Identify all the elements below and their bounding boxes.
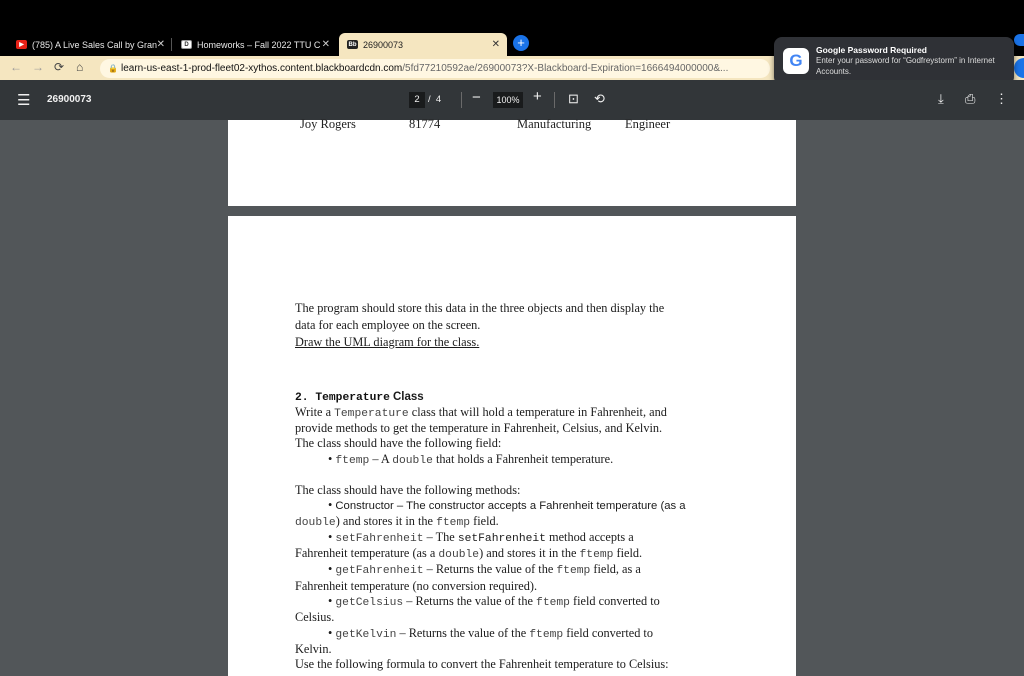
address-bar[interactable]	[100, 59, 770, 78]
home-icon[interactable]: ⌂	[76, 60, 84, 74]
method-item-cont: Celsius.	[295, 610, 335, 624]
tab-26900073[interactable]	[339, 33, 507, 56]
close-tab-icon[interactable]: ✕	[491, 39, 500, 50]
back-icon[interactable]: ←	[10, 60, 22, 74]
notification-body: Enter your password for “Godfreystorm” in Internet Accounts.	[816, 56, 995, 76]
pdf-page-1	[228, 120, 796, 206]
zoom-out-button[interactable]: −	[472, 89, 481, 106]
menu-icon[interactable]: ☰	[17, 92, 31, 109]
method-item-cont: Kelvin.	[295, 642, 332, 656]
lock-icon: 🔒	[108, 64, 118, 73]
method-item: • getKelvin – Returns the value of the ftemp field converted to	[328, 626, 653, 641]
paragraph-line: data for each employee on the screen.	[295, 318, 481, 332]
field-item: • ftemp – A double that holds a Fahrenheit temperature.	[328, 452, 614, 467]
brightspace-icon: D	[181, 40, 192, 49]
tab-youtube[interactable]	[8, 33, 172, 56]
paragraph-line: Use the following formula to convert the Fahrenheit temperature to Celsius:	[295, 657, 669, 671]
method-item-cont: Fahrenheit temperature (as a double) and stores it in the ftemp field.	[295, 546, 643, 561]
pdf-title: 26900073	[47, 94, 92, 105]
employee-name: Joy Rogers	[300, 117, 356, 131]
more-options-icon[interactable]: ⋮	[995, 91, 1008, 106]
download-icon[interactable]: ⤓	[938, 91, 944, 106]
url-path: /5fd77210592ae/26900073?X-Blackboard-Expiration=1666494000000&...	[402, 63, 729, 74]
employee-department: Manufacturing	[517, 117, 592, 131]
blackboard-icon: Bb	[348, 41, 357, 48]
method-item: • getFahrenheit – Returns the value of the ftemp field, as a	[328, 562, 641, 577]
tab-label: 26900073	[363, 39, 404, 50]
new-tab-button[interactable]: +	[513, 35, 529, 51]
profile-edge	[1014, 34, 1024, 46]
method-item: • getCelsius – Returns the value of the ftemp field converted to	[328, 594, 660, 609]
page-number-input[interactable]: 2	[409, 92, 425, 108]
password-notification[interactable]	[774, 37, 1014, 85]
fit-page-icon[interactable]: ⊡	[568, 91, 579, 106]
reload-icon[interactable]: ⟳	[54, 60, 65, 74]
paragraph-line: Write a Temperature class that will hold a temperature in Fahrenheit, and	[295, 405, 667, 420]
zoom-in-button[interactable]: +	[533, 88, 542, 105]
url-host: learn-us-east-1-prod-fleet02-xythos.content.blackboardcdn.com	[121, 63, 403, 74]
employee-position: Engineer	[625, 117, 671, 131]
youtube-icon: ▶	[16, 40, 27, 49]
paragraph-line: The class should have the following field:	[295, 436, 502, 450]
tab-homeworks[interactable]	[173, 33, 337, 56]
toolbar-divider	[461, 92, 462, 108]
method-item-cont: double) and stores it in the ftemp field.	[295, 514, 499, 529]
close-tab-icon[interactable]: ✕	[156, 39, 165, 50]
google-icon: G	[783, 48, 809, 74]
paragraph-line: The program should store this data in the three objects and then display the	[295, 301, 665, 315]
pdf-toolbar	[0, 80, 1024, 120]
tab-label: Homeworks – Fall 2022 TTU C	[197, 39, 321, 50]
notification-title: Google Password Required	[816, 45, 927, 55]
rotate-icon[interactable]: ⟲	[594, 91, 605, 106]
paragraph-line: The class should have the following methods:	[295, 483, 521, 497]
method-item: • setFahrenheit – The setFahrenheit method accepts a	[328, 530, 634, 545]
close-tab-icon[interactable]: ✕	[321, 39, 330, 50]
toolbar-divider	[554, 92, 555, 108]
paragraph-line: provide methods to get the temperature in Fahrenheit, Celsius, and Kelvin.	[295, 421, 663, 435]
tab-separator	[171, 38, 172, 51]
method-item: • Constructor – The constructor accepts a Fahrenheit temperature (as a	[328, 498, 686, 512]
uml-instruction: Draw the UML diagram for the class.	[295, 335, 480, 349]
employee-id: 81774	[409, 117, 441, 131]
tab-label: (785) A Live Sales Call by Gran	[32, 39, 158, 50]
forward-icon[interactable]: →	[32, 60, 44, 74]
zoom-input[interactable]: 100%	[493, 92, 523, 108]
section-heading: 2. Temperature Class	[295, 391, 424, 404]
print-icon[interactable]: ⎙	[965, 91, 976, 106]
page-count: / 4	[428, 94, 442, 105]
method-item-cont: Fahrenheit temperature (no conversion required).	[295, 579, 538, 593]
